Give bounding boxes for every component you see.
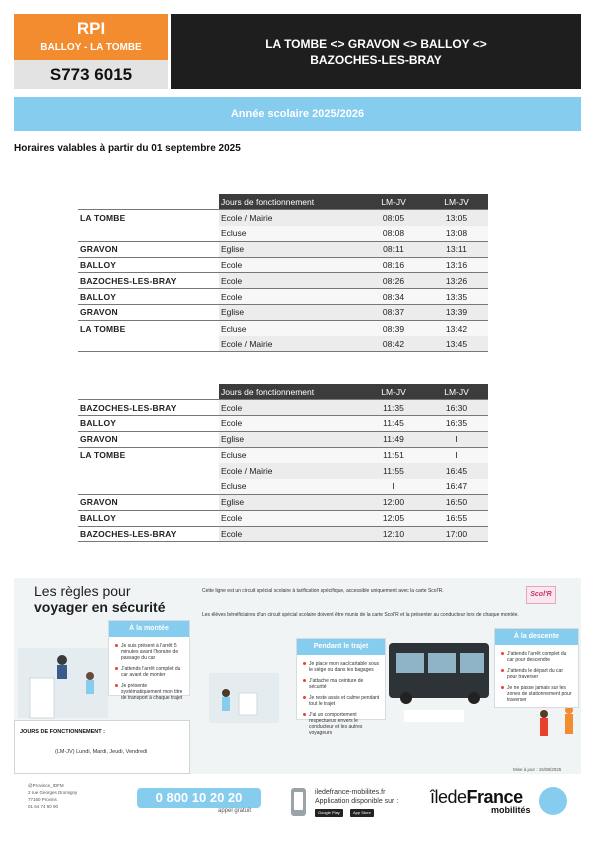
- line-code: S773 6015: [14, 60, 168, 89]
- footer-address-1: 2 rue Georges Dromigny: [28, 790, 78, 795]
- place-name: Ecole: [219, 510, 362, 526]
- table-header-row: [78, 384, 488, 400]
- ticket-booth: [30, 678, 54, 718]
- time-2: 16:47: [425, 479, 488, 495]
- time-1: 08:26: [362, 273, 425, 289]
- passenger-body: [222, 697, 230, 711]
- table-row: [78, 526, 488, 542]
- time-1: 08:16: [362, 257, 425, 273]
- stop-name: BALLOY: [78, 289, 219, 305]
- smartphone-icon: [291, 788, 306, 816]
- time-1: 08:08: [362, 226, 425, 242]
- table-row: [78, 241, 488, 257]
- table-row: [78, 210, 488, 226]
- school-year-band: Année scolaire 2025/2026: [14, 97, 581, 131]
- place-name: Eglise: [219, 431, 362, 447]
- stop-name: GRAVON: [78, 495, 219, 511]
- time-1: 08:42: [362, 336, 425, 352]
- header-col2: LM-JV: [425, 384, 488, 400]
- bus-window-1: [396, 653, 424, 673]
- stop-name: LA TOMBE: [78, 210, 219, 226]
- stop-name: GRAVON: [78, 431, 219, 447]
- table-row: [78, 495, 488, 511]
- rule-item: J'attache ma ceinture de sécurité: [303, 678, 381, 690]
- time-2: 13:16: [425, 257, 488, 273]
- panel-montee: [108, 620, 190, 701]
- table-header-row: [78, 194, 488, 210]
- pedestrian-head-1: [540, 710, 548, 718]
- idf-accessibility-icon: [539, 787, 567, 815]
- time-1: 12:00: [362, 495, 425, 511]
- rules-title-2: voyager en sécurité: [34, 599, 166, 615]
- table-row: [78, 289, 488, 305]
- child-body: [86, 680, 94, 694]
- stop-name: [78, 479, 219, 495]
- rule-item: Je place mon sac/cartable sous le siège ou dans les bagages: [303, 661, 381, 673]
- time-1: 08:34: [362, 289, 425, 305]
- rule-item: Je reste assis et calme pendant tout le trajet: [303, 695, 381, 707]
- time-2: 13:42: [425, 320, 488, 336]
- rules-info-1: Cette ligne est un circuit spécial scolaire à tarification spécifique, accessible uniquement avec la carte Scol'R.: [202, 588, 444, 594]
- place-name: Eglise: [219, 495, 362, 511]
- bus-wheel-2: [468, 692, 480, 704]
- table-row: [78, 336, 488, 352]
- bus-seat: [239, 693, 257, 715]
- line-badge: [14, 14, 168, 89]
- place-name: Ecole: [219, 416, 362, 432]
- time-1: 08:39: [362, 320, 425, 336]
- panel-trajet-title: Pendant le trajet: [297, 639, 385, 655]
- time-2: I: [425, 431, 488, 447]
- header-col1: LM-JV: [362, 384, 425, 400]
- footer-address-2: 77160 Provins: [28, 797, 57, 802]
- place-name: Ecole: [219, 273, 362, 289]
- table-row: [78, 431, 488, 447]
- stop-name: [78, 336, 219, 352]
- place-name: Ecole: [219, 257, 362, 273]
- footer-twitter[interactable]: @Province_IDFM: [28, 783, 64, 788]
- stop-name: [78, 226, 219, 242]
- header-blank: [78, 194, 219, 210]
- stop-name: [78, 463, 219, 479]
- header-days: Jours de fonctionnement: [219, 194, 362, 210]
- table-row: [78, 510, 488, 526]
- website-link[interactable]: iledefrance-mobilites.fr: [315, 789, 386, 796]
- table-row: [78, 273, 488, 289]
- time-2: 13:35: [425, 289, 488, 305]
- pedestrian-body-2: [565, 714, 573, 734]
- time-1: 11:35: [362, 400, 425, 416]
- table-row: [78, 320, 488, 336]
- rule-item: J'attends l'arrêt complet du car pour descendre: [501, 651, 574, 663]
- header-blank: [78, 384, 219, 400]
- table-row: [78, 463, 488, 479]
- child-head: [86, 672, 94, 680]
- place-name: Ecole / Mairie: [219, 210, 362, 226]
- time-1: 08:05: [362, 210, 425, 226]
- route-title: [171, 14, 581, 89]
- time-2: 16:50: [425, 495, 488, 511]
- place-name: Ecluse: [219, 479, 362, 495]
- panel-descente-title: À la descente: [495, 629, 578, 645]
- time-1: 12:10: [362, 526, 425, 542]
- time-2: 13:45: [425, 336, 488, 352]
- footer-contact: [28, 782, 77, 810]
- place-name: Ecole / Mairie: [219, 336, 362, 352]
- place-name: Ecluse: [219, 226, 362, 242]
- scolr-logo: Scol'R: [526, 586, 556, 604]
- timetable-outbound-body: [78, 210, 488, 352]
- rule-item: Je présente systématiquement mon titre de transport à chaque trajet: [115, 683, 185, 701]
- time-2: 16:35: [425, 416, 488, 432]
- rule-item: Je suis présent à l'arrêt 5 minutes avant l'horaire de passage du car: [115, 643, 185, 661]
- montee-list: [115, 643, 185, 706]
- timetable-return: [78, 384, 488, 542]
- stop-name: BAZOCHES-LES-BRAY: [78, 526, 219, 542]
- time-2: 13:39: [425, 305, 488, 321]
- descente-list: [501, 651, 574, 708]
- brand-subtitle: mobilités: [491, 805, 531, 815]
- time-1: 08:11: [362, 241, 425, 257]
- table-row: [78, 479, 488, 495]
- time-2: I: [425, 447, 488, 463]
- table-row: [78, 305, 488, 321]
- bus-window-2: [428, 653, 456, 673]
- place-name: Eglise: [219, 241, 362, 257]
- time-2: 16:30: [425, 400, 488, 416]
- stop-name: GRAVON: [78, 241, 219, 257]
- route-line-1: LA TOMBE <> GRAVON <> BALLOY <>: [265, 37, 487, 51]
- header-col1: LM-JV: [362, 194, 425, 210]
- header-col2: LM-JV: [425, 194, 488, 210]
- time-1: 11:51: [362, 447, 425, 463]
- time-2: 16:45: [425, 463, 488, 479]
- table-row: [78, 416, 488, 432]
- place-name: Eglise: [219, 305, 362, 321]
- rule-item: J'attends l'arrêt complet du car avant de monter: [115, 666, 185, 678]
- time-1: 11:49: [362, 431, 425, 447]
- free-phone-number[interactable]: 0 800 10 20 20: [137, 788, 261, 808]
- brand-part-1: îlede: [430, 787, 467, 807]
- time-2: 13:08: [425, 226, 488, 242]
- time-1: 11:55: [362, 463, 425, 479]
- table-row: [78, 400, 488, 416]
- time-1: 08:37: [362, 305, 425, 321]
- place-name: Ecole: [219, 289, 362, 305]
- trajet-list: [303, 661, 381, 741]
- stop-name: BAZOCHES-LES-BRAY: [78, 273, 219, 289]
- operating-days-body: (LM-JV) Lundi, Mardi, Jeudi, Vendredi: [55, 749, 148, 755]
- free-phone-label: appel gratuit: [218, 808, 252, 814]
- line-badge-orange: [14, 14, 168, 60]
- app-available-label: Application disponible sur :: [315, 798, 399, 805]
- time-2: 13:05: [425, 210, 488, 226]
- header-days: Jours de fonctionnement: [219, 384, 362, 400]
- stop-name: BAZOCHES-LES-BRAY: [78, 400, 219, 416]
- time-1: 12:05: [362, 510, 425, 526]
- time-2: 13:11: [425, 241, 488, 257]
- pedestrian-body-1: [540, 718, 548, 736]
- bus-window-3: [460, 653, 484, 673]
- stop-name: GRAVON: [78, 305, 219, 321]
- timetable-outbound: [78, 194, 488, 352]
- rules-title-1: Les règles pour: [34, 583, 131, 599]
- timetable-return-body: [78, 400, 488, 542]
- panel-trajet: [296, 638, 386, 736]
- place-name: Ecole: [219, 526, 362, 542]
- bus-wheel-1: [400, 692, 412, 704]
- time-2: 13:26: [425, 273, 488, 289]
- place-name: Ecole: [219, 400, 362, 416]
- app-store-badge[interactable]: App Store: [350, 809, 374, 817]
- panel-montee-title: À la montée: [109, 621, 189, 637]
- place-name: Ecluse: [219, 447, 362, 463]
- passenger-head: [222, 689, 230, 697]
- validity-note: Horaires valables à partir du 01 septembre 2025: [14, 143, 241, 154]
- stop-name: LA TOMBE: [78, 447, 219, 463]
- panel-descente: [494, 628, 579, 708]
- driver-body: [57, 665, 67, 679]
- driver-head: [57, 655, 67, 665]
- table-row: [78, 447, 488, 463]
- update-date: Mise à jour : 15/08/2025: [513, 767, 562, 772]
- crosswalk: [404, 710, 464, 722]
- time-2: 17:00: [425, 526, 488, 542]
- operating-days-box: [14, 720, 190, 774]
- google-play-badge[interactable]: Google Play: [315, 809, 343, 817]
- stop-name: LA TOMBE: [78, 320, 219, 336]
- table-row: [78, 257, 488, 273]
- operating-days-title: JOURS DE FONCTIONNEMENT :: [20, 729, 105, 735]
- rule-item: J'ai un comportement respectueux envers le conducteur et les autres voyageurs: [303, 712, 381, 736]
- stop-name: BALLOY: [78, 416, 219, 432]
- rules-info-2: Les élèves bénéficiaires d'un circuit spécial scolaire doivent être munis de la carte Scol'R et la présenter au conducteur lors de chaque montée.: [202, 612, 519, 618]
- table-row: [78, 226, 488, 242]
- time-1: 11:45: [362, 416, 425, 432]
- rule-item: Je ne passe jamais sur les zones de stationnement pour traverser: [501, 685, 574, 703]
- place-name: Ecole / Mairie: [219, 463, 362, 479]
- stop-name: BALLOY: [78, 257, 219, 273]
- route-line-2: BAZOCHES-LES-BRAY: [310, 53, 442, 67]
- rule-item: J'attends le départ du car pour traverser: [501, 668, 574, 680]
- time-1: I: [362, 479, 425, 495]
- stop-name: BALLOY: [78, 510, 219, 526]
- line-type: RPI: [76, 19, 106, 38]
- time-2: 16:55: [425, 510, 488, 526]
- brand-part-2: France: [466, 787, 523, 807]
- footer-tel[interactable]: 01 64 74 50 90: [28, 804, 59, 809]
- place-name: Ecluse: [219, 320, 362, 336]
- line-sub: BALLOY - LA TOMBE: [40, 42, 142, 53]
